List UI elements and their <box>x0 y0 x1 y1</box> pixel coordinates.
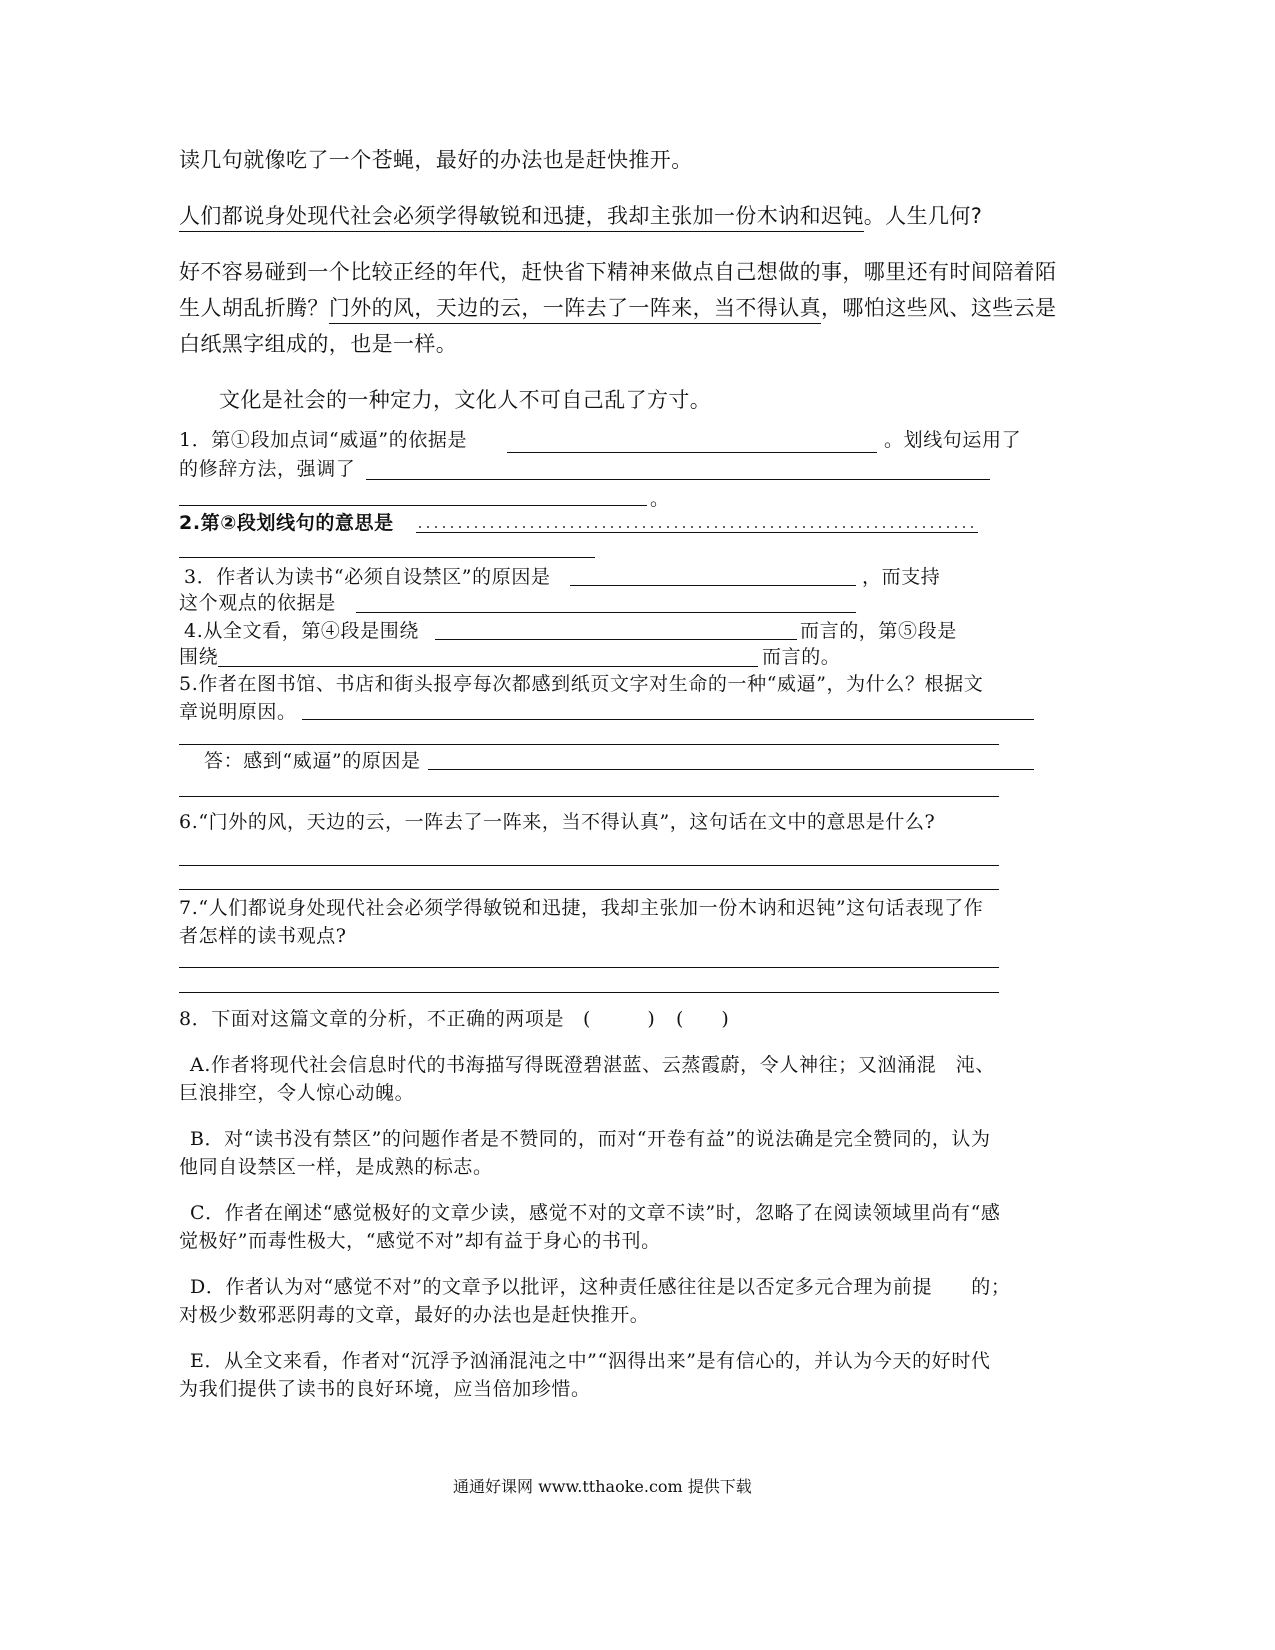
passage-line-2-tail: 。人生几何? <box>863 204 983 228</box>
answer-blank-q3-1[interactable] <box>570 585 856 586</box>
passage-line-5: 白纸黑字组成的，也是一样。 <box>179 332 458 356</box>
passage-line-3: 好不容易碰到一个比较正经的年代，赶快省下精神来做点自己想做的事，哪里还有时间陪着陌 <box>179 260 1057 284</box>
passage-line-4 <box>179 298 1056 319</box>
question-3-part-b: ，而支持 <box>862 566 941 588</box>
option-d-line-1: D．作者认为对“感觉不对”的文章予以批评，这种责任感往往是以否定多元合理为前提 的； <box>190 1276 1011 1298</box>
option-c-line-2: 觉极好”而毒性极大，“感觉不对”却有益于身心的书刊。 <box>179 1230 661 1252</box>
answer-blank-q2-dotted[interactable] <box>416 518 978 533</box>
answer-blank-q2-2[interactable] <box>179 557 595 558</box>
question-4-part-d: 而言的。 <box>762 646 841 668</box>
question-1-part-a: 1．第①段加点词“威逼”的依据是 <box>179 429 468 451</box>
passage-line-2 <box>179 206 982 227</box>
question-6: 6.“门外的风，天边的云，一阵去了一阵来，当不得认真”，这句话在文中的意思是什么? <box>179 811 936 833</box>
question-2: 2.第②段划线句的意思是 <box>179 512 394 534</box>
answer-paren-2[interactable]: ( ) <box>676 1008 729 1030</box>
question-5-answer-label: 答：感到“威逼”的原因是 <box>204 750 421 772</box>
question-3-part-a: 3．作者认为读书“必须自设禁区”的原因是 <box>184 566 551 588</box>
answer-blank-q5-2[interactable] <box>179 744 999 745</box>
option-a-line-2: 巨浪排空，令人惊心动魄。 <box>179 1082 415 1104</box>
underlined-sentence: 人们都说身处现代社会必须学得敏锐和迅捷，我却主张加一份木讷和迟钝 <box>179 204 864 232</box>
answer-blank-q5-1[interactable] <box>302 719 1034 720</box>
option-d-line-2: 对极少数邪恶阴毒的文章，最好的办法也是赶快推开。 <box>179 1304 650 1326</box>
question-5-line-1: 5.作者在图书馆、书店和街头报亭每次都感到纸页文字对生命的一种“威逼”，为什么？根据文 <box>179 673 984 695</box>
answer-blank-q7-1[interactable] <box>179 967 999 968</box>
question-7-line-1: 7.“人们都说身处现代社会必须学得敏锐和迅捷，我却主张加一份木讷和迟钝”这句话表现了作 <box>179 897 984 919</box>
answer-blank-q1-3[interactable] <box>179 505 647 506</box>
answer-paren-1[interactable]: ( ) <box>583 1008 655 1030</box>
answer-blank-q6-2[interactable] <box>179 889 999 890</box>
question-4-part-a: 4.从全文看，第④段是围绕 <box>184 620 419 642</box>
question-8: 8．下面对这篇文章的分析，不正确的两项是 <box>179 1008 565 1030</box>
answer-blank-q3-2[interactable] <box>356 612 856 613</box>
question-3-part-c: 这个观点的依据是 <box>179 592 336 614</box>
underlined-sentence-2: 门外的风，天边的云，一阵去了一阵来，当不得认真 <box>329 296 821 324</box>
answer-blank-q5-4[interactable] <box>179 796 999 797</box>
answer-blank-q4-1[interactable] <box>435 639 797 640</box>
question-1-part-b: 。划线句运用了 <box>884 429 1022 451</box>
passage-line-4-head: 生人胡乱折腾？ <box>179 296 329 320</box>
question-1-part-d: 。 <box>650 488 670 510</box>
question-7-line-2: 者怎样的读书观点? <box>179 925 347 947</box>
option-a-line-1: A.作者将现代社会信息时代的书海描写得既澄碧湛蓝、云蒸霞蔚，令人神往；又汹涌混 沌、 <box>190 1054 995 1076</box>
option-c-line-1: C．作者在阐述“感觉极好的文章少读，感觉不对的文章不读”时，忽略了在阅读领域里尚有“感 <box>190 1202 1001 1224</box>
passage-line-4-tail: ，哪怕这些风、这些云是 <box>821 296 1057 320</box>
answer-blank-q1-2[interactable] <box>366 479 990 480</box>
question-4-part-b: 而言的，第⑤段是 <box>800 620 957 642</box>
footer-credit: 通通好课网 www.tthaoke.com 提供下载 <box>453 1477 752 1496</box>
option-b-line-1: B．对“读书没有禁区”的问题作者是不赞同的，而对“开卷有益”的说法确是完全赞同的，认为 <box>190 1128 991 1150</box>
question-1-part-c: 的修辞方法，强调了 <box>179 458 356 480</box>
option-e-line-1: E．从全文来看，作者对“沉浮予汹涌混沌之中”“泅得出来”是有信心的，并认为今天的好时代 <box>190 1350 991 1372</box>
question-5-line-2: 章说明原因。 <box>179 701 297 723</box>
answer-blank-q6-1[interactable] <box>179 865 999 866</box>
answer-blank-q5-3[interactable] <box>428 769 1034 770</box>
answer-blank-q7-2[interactable] <box>179 992 999 993</box>
question-4-part-c: 围绕 <box>179 646 219 668</box>
answer-blank-q1-1[interactable] <box>507 452 877 453</box>
option-b-line-2: 他同自设禁区一样，是成熟的标志。 <box>179 1156 493 1178</box>
answer-blank-q4-2[interactable] <box>218 666 758 667</box>
passage-line-1: 读几句就像吃了一个苍蝇，最好的办法也是赶快推开。 <box>179 148 693 172</box>
option-e-line-2: 为我们提供了读书的良好环境，应当倍加珍惜。 <box>179 1378 591 1400</box>
passage-line-6: 文化是社会的一种定力，文化人不可自己乱了方寸。 <box>219 388 712 412</box>
